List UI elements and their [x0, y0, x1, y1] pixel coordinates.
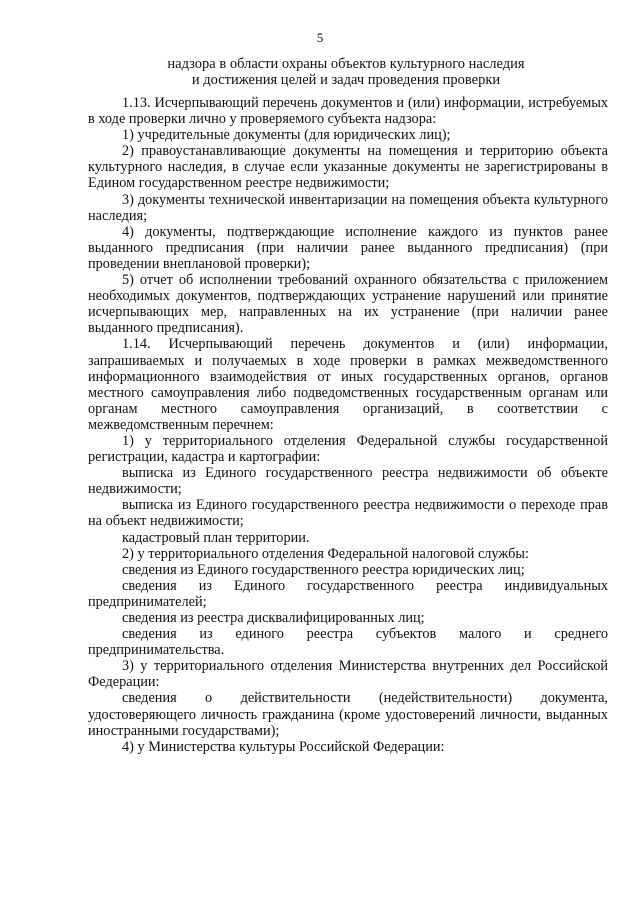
- sub-item-egrul: сведения из Единого государственного реестра юридических лиц;: [122, 561, 525, 578]
- list-item-obligation-report: 5) отчет об исполнении требований охранного обязательства с приложением необходимых документов, подтверждающих устранение нарушений или принятие исчерпывающих мер, направленных на их устранение (при наличии ранее выданного предписания).: [88, 272, 608, 337]
- paragraph-1-13: 1.13. Исчерпывающий перечень документов и (или) информации, истребуемых в ходе проверки лично у проверяемого субъекта надзора:: [88, 95, 608, 128]
- list-item-prescription-execution: 4) документы, подтверждающие исполнение каждого из пунктов ранее выданного предписания (при наличии ранее выданного предписания) (при проведении внеплановой проверки);: [88, 223, 608, 272]
- list-item-culture-ministry: 4) у Министерства культуры Российской Федерации:: [122, 738, 445, 755]
- list-item-rosreestr: 1) у территориального отделения Федеральной службы государственной регистрации, кадастра и картографии:: [88, 432, 608, 466]
- sub-item-egrn-object: выписка из Единого государственного реестра недвижимости об объекте недвижимости;: [88, 465, 608, 498]
- paragraph-1-14: 1.14. Исчерпывающий перечень документов и (или) информации, запрашиваемых и получаемых в ходе проверки в рамках межведомственного информационного взаимодействия от иных государственных органов, органов местного самоуправления либо подведомственных государственным органам или органам местного самоуправления организаций, в соответствии с межведомственным перечнем:: [88, 336, 608, 433]
- sub-item-sme-registry: сведения из единого реестра субъектов малого и среднего предпринимательства.: [88, 626, 608, 659]
- sub-item-id-validity: сведения о действительности (недействительности) документа, удостоверяющего личность гражданина (кроме удостоверений личности, выданных иностранными государствами);: [88, 690, 608, 739]
- list-item-title-docs: 2) правоустанавливающие документы на помещения и территорию объекта культурного наследия, в случае если указанные документы не зарегистрированы в Едином государственном реестре недвижимости;: [88, 143, 608, 192]
- heading-line-1: надзора в области охраны объектов культурного наследия: [167, 56, 525, 72]
- page-number: 5: [316, 30, 324, 45]
- heading-line-2: и достижения целей и задач проведения проверки: [191, 72, 501, 88]
- sub-item-egrn-transfer: выписка из Единого государственного реестра недвижимости о переходе прав на объект недвижимости;: [88, 497, 608, 530]
- sub-item-egrip: сведения из Единого государственного реестра индивидуальных предпринимателей;: [88, 577, 608, 610]
- list-item-tax-service: 2) у территориального отделения Федеральной налоговой службы:: [122, 545, 529, 562]
- sub-item-cadastral-plan: кадастровый план территории.: [122, 529, 310, 546]
- list-item-interior-ministry: 3) у территориального отделения Министерства внутренних дел Российской Федерации:: [88, 658, 608, 691]
- section-heading: [115, 56, 577, 88]
- sub-item-disqualified: сведения из реестра дисквалифицированных лиц;: [122, 610, 425, 626]
- list-item-charter-docs: 1) учредительные документы (для юридических лиц);: [122, 127, 451, 144]
- list-item-technical-inventory: 3) документы технической инвентаризации на помещения объекта культурного наследия;: [88, 191, 608, 224]
- document-body: [88, 95, 608, 755]
